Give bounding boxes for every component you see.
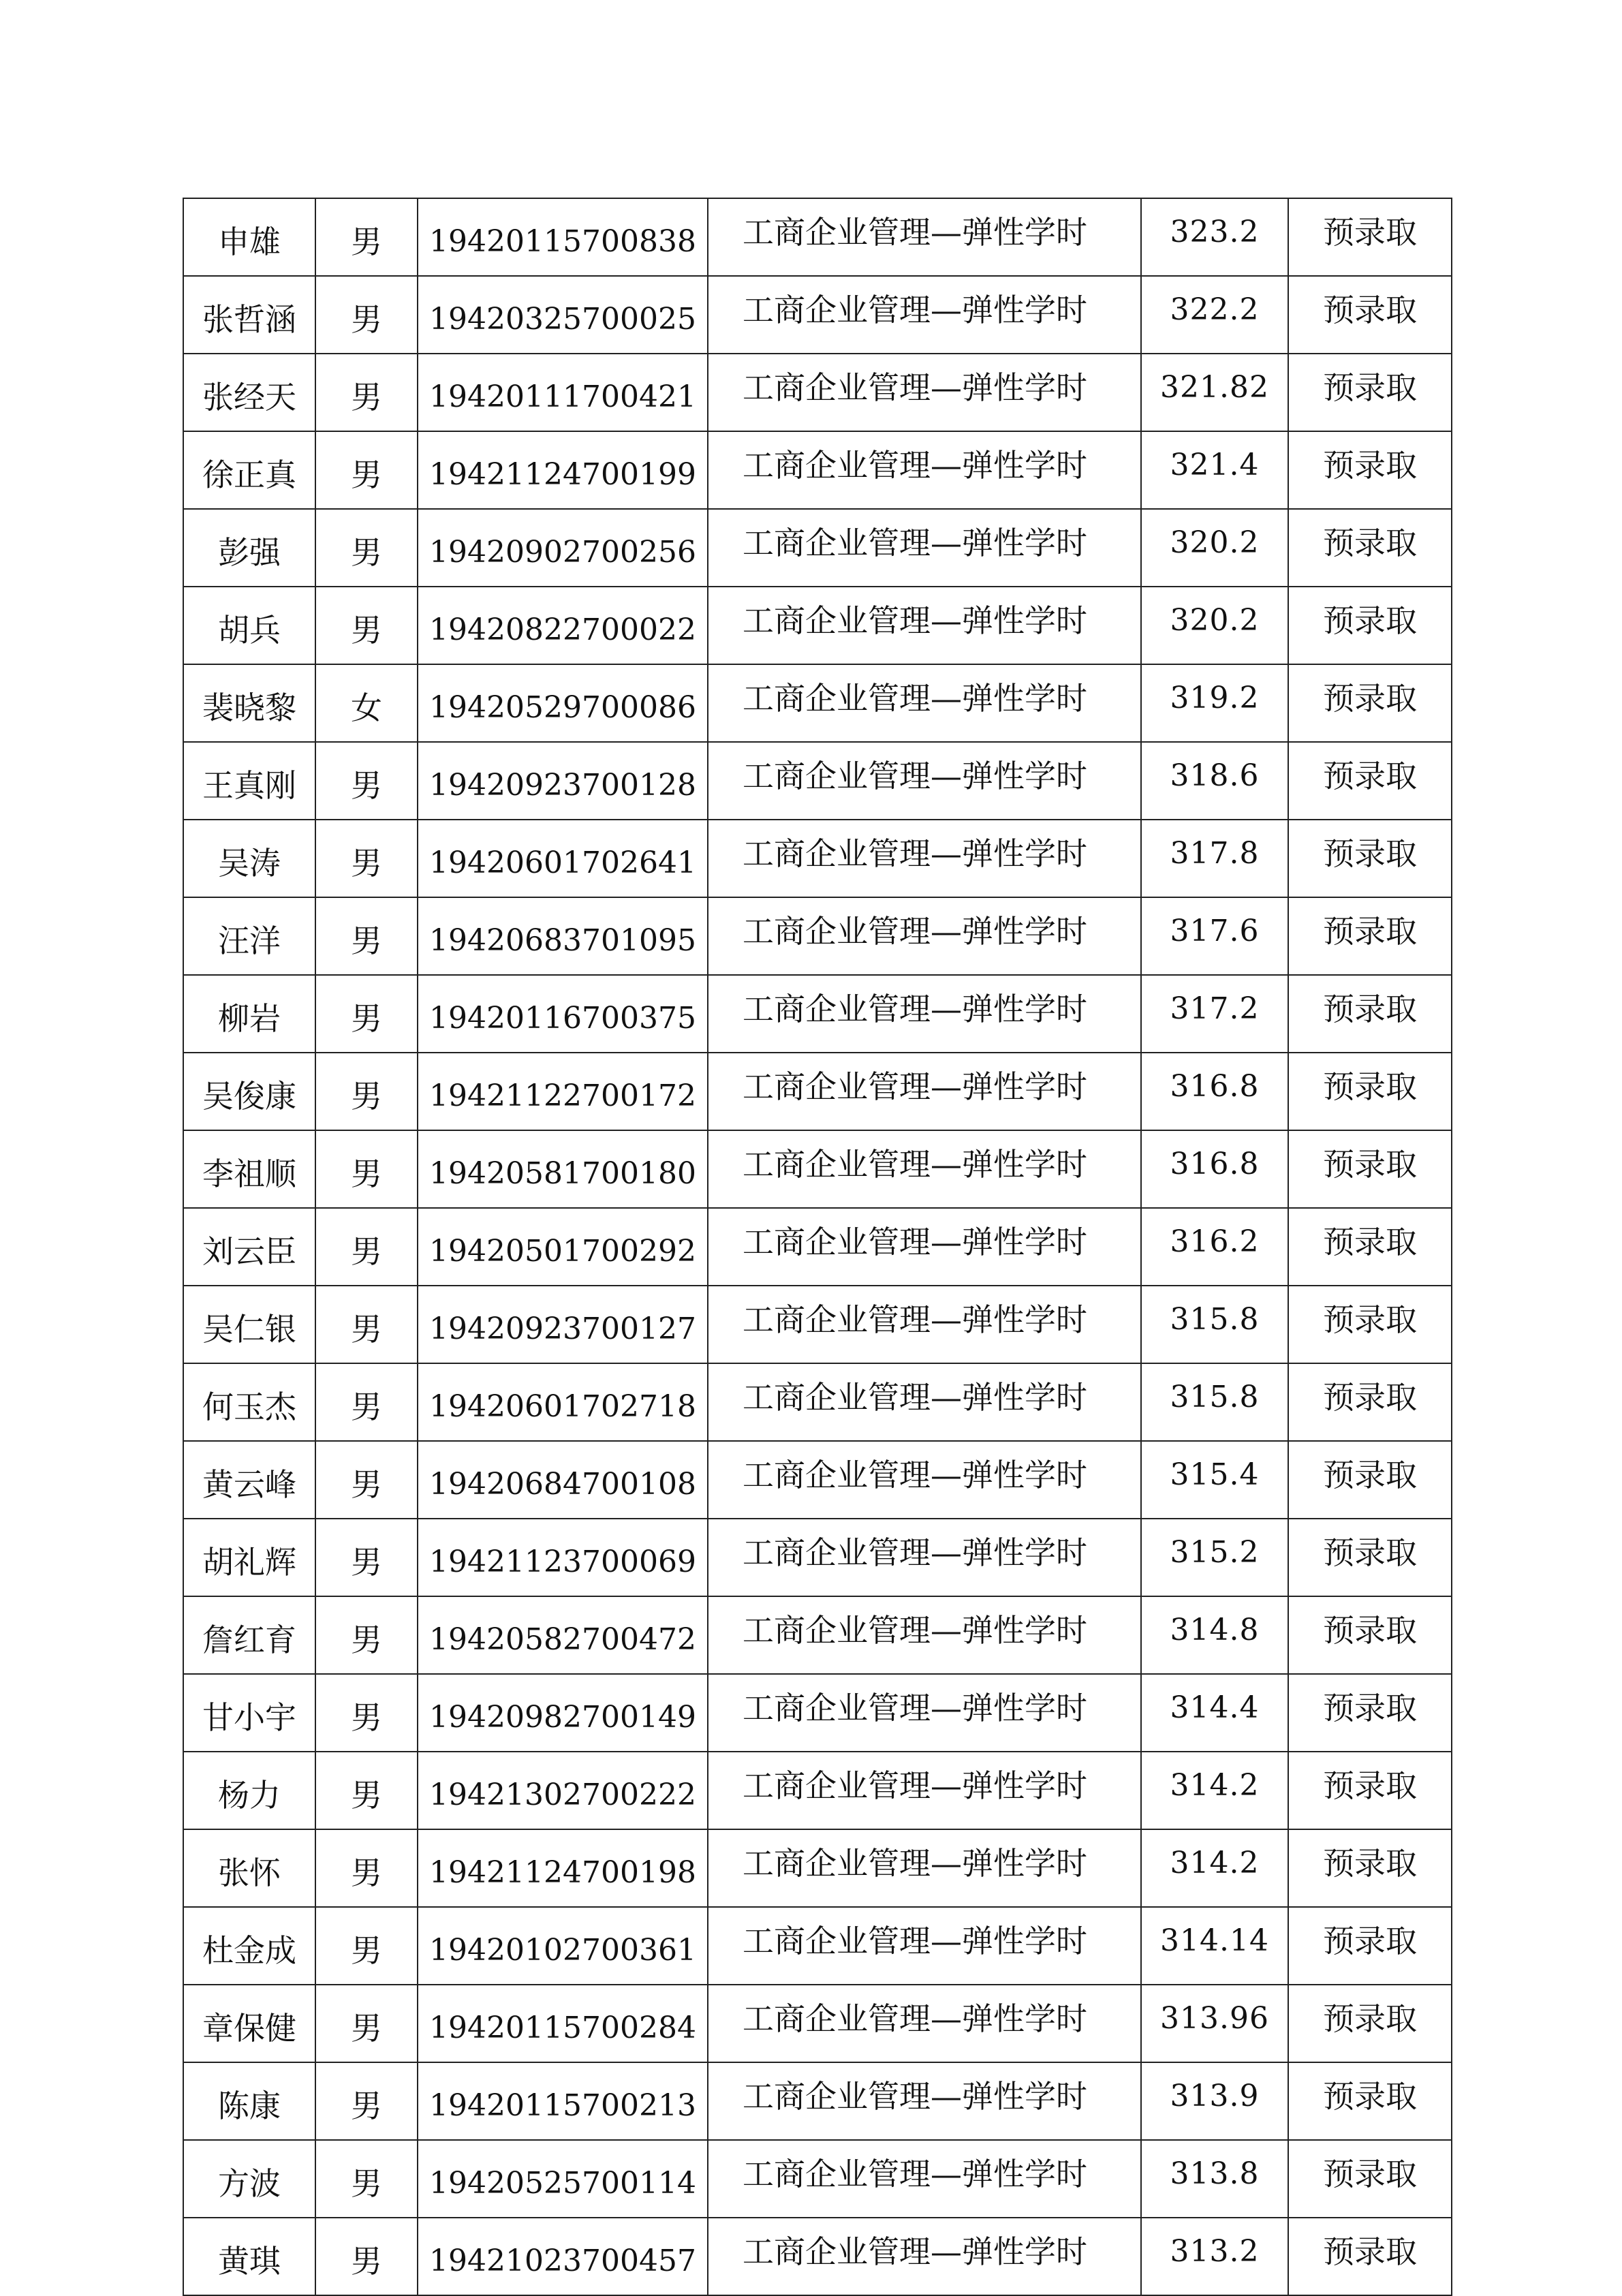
name-cell: 胡礼辉: [183, 1519, 315, 1596]
candidate-id-cell: 19420115700838: [418, 198, 708, 276]
score-cell: 314.8: [1141, 1596, 1288, 1674]
name-cell: 柳岩: [183, 975, 315, 1053]
table-row: [183, 1829, 1452, 1907]
candidate-id-cell: 19420115700213: [418, 2062, 708, 2140]
score-cell: 317.2: [1141, 975, 1288, 1053]
gender-cell: 男: [315, 1053, 418, 1130]
gender-cell: 男: [315, 354, 418, 431]
score-cell: 314.14: [1141, 1907, 1288, 1985]
status-cell: 预录取: [1288, 1907, 1452, 1985]
major-cell: 工商企业管理—弹性学时: [708, 2140, 1141, 2218]
status-cell: 预录取: [1288, 1752, 1452, 1829]
name-cell: 张怀: [183, 1829, 315, 1907]
candidate-id-cell: 19420529700086: [418, 664, 708, 742]
gender-cell: 男: [315, 587, 418, 664]
candidate-id-cell: 19421122700172: [418, 1053, 708, 1130]
status-cell: 预录取: [1288, 1519, 1452, 1596]
gender-cell: 男: [315, 198, 418, 276]
name-cell: 黄云峰: [183, 1441, 315, 1519]
major-cell: 工商企业管理—弹性学时: [708, 587, 1141, 664]
table-row: [183, 1208, 1452, 1286]
gender-cell: 男: [315, 1130, 418, 1208]
gender-cell: 女: [315, 664, 418, 742]
major-cell: 工商企业管理—弹性学时: [708, 354, 1141, 431]
score-cell: 318.6: [1141, 742, 1288, 820]
candidate-id-cell: 19420683701095: [418, 897, 708, 975]
score-cell: 315.2: [1141, 1519, 1288, 1596]
major-cell: 工商企业管理—弹性学时: [708, 1053, 1141, 1130]
score-cell: 321.82: [1141, 354, 1288, 431]
score-cell: 321.4: [1141, 431, 1288, 509]
table-row: [183, 509, 1452, 587]
table-row: [183, 431, 1452, 509]
table-row: [183, 1441, 1452, 1519]
gender-cell: 男: [315, 1208, 418, 1286]
score-cell: 322.2: [1141, 276, 1288, 354]
score-cell: 313.96: [1141, 1985, 1288, 2062]
major-cell: 工商企业管理—弹性学时: [708, 276, 1141, 354]
candidate-id-cell: 19420923700128: [418, 742, 708, 820]
name-cell: 王真刚: [183, 742, 315, 820]
table-row: [183, 1985, 1452, 2062]
name-cell: 詹红育: [183, 1596, 315, 1674]
major-cell: 工商企业管理—弹性学时: [708, 431, 1141, 509]
score-cell: 316.2: [1141, 1208, 1288, 1286]
score-cell: 315.4: [1141, 1441, 1288, 1519]
major-cell: 工商企业管理—弹性学时: [708, 820, 1141, 897]
status-cell: 预录取: [1288, 664, 1452, 742]
candidate-id-cell: 19420601702641: [418, 820, 708, 897]
candidate-id-cell: 19420923700127: [418, 1286, 708, 1363]
gender-cell: 男: [315, 1985, 418, 2062]
major-cell: 工商企业管理—弹性学时: [708, 1985, 1141, 2062]
name-cell: 黄琪: [183, 2218, 315, 2295]
table-row: [183, 2218, 1452, 2295]
gender-cell: 男: [315, 1286, 418, 1363]
table-row: [183, 742, 1452, 820]
major-cell: 工商企业管理—弹性学时: [708, 1363, 1141, 1441]
major-cell: 工商企业管理—弹性学时: [708, 1441, 1141, 1519]
major-cell: 工商企业管理—弹性学时: [708, 1208, 1141, 1286]
score-cell: 320.2: [1141, 587, 1288, 664]
candidate-id-cell: 19420115700284: [418, 1985, 708, 2062]
status-cell: 预录取: [1288, 975, 1452, 1053]
name-cell: 裴晓黎: [183, 664, 315, 742]
status-cell: 预录取: [1288, 820, 1452, 897]
name-cell: 胡兵: [183, 587, 315, 664]
candidate-id-cell: 19420684700108: [418, 1441, 708, 1519]
candidate-id-cell: 19420581700180: [418, 1130, 708, 1208]
admission-table: [183, 198, 1452, 2296]
candidate-id-cell: 19420325700025: [418, 276, 708, 354]
name-cell: 汪洋: [183, 897, 315, 975]
score-cell: 315.8: [1141, 1286, 1288, 1363]
table-row: [183, 1752, 1452, 1829]
name-cell: 彭强: [183, 509, 315, 587]
gender-cell: 男: [315, 2062, 418, 2140]
gender-cell: 男: [315, 1441, 418, 1519]
gender-cell: 男: [315, 1907, 418, 1985]
table-row: [183, 975, 1452, 1053]
score-cell: 316.8: [1141, 1130, 1288, 1208]
status-cell: 预录取: [1288, 431, 1452, 509]
status-cell: 预录取: [1288, 354, 1452, 431]
major-cell: 工商企业管理—弹性学时: [708, 1907, 1141, 1985]
score-cell: 320.2: [1141, 509, 1288, 587]
gender-cell: 男: [315, 431, 418, 509]
gender-cell: 男: [315, 276, 418, 354]
candidate-id-cell: 19420116700375: [418, 975, 708, 1053]
score-cell: 313.9: [1141, 2062, 1288, 2140]
status-cell: 预录取: [1288, 1596, 1452, 1674]
name-cell: 徐正真: [183, 431, 315, 509]
table-row: [183, 1363, 1452, 1441]
table-row: [183, 1519, 1452, 1596]
candidate-id-cell: 19421124700198: [418, 1829, 708, 1907]
major-cell: 工商企业管理—弹性学时: [708, 1130, 1141, 1208]
table-row: [183, 1286, 1452, 1363]
table-row: [183, 587, 1452, 664]
name-cell: 杨力: [183, 1752, 315, 1829]
status-cell: 预录取: [1288, 2140, 1452, 2218]
major-cell: 工商企业管理—弹性学时: [708, 1519, 1141, 1596]
name-cell: 杜金成: [183, 1907, 315, 1985]
table-row: [183, 664, 1452, 742]
score-cell: 317.8: [1141, 820, 1288, 897]
table-body: [183, 198, 1452, 2295]
status-cell: 预录取: [1288, 742, 1452, 820]
major-cell: 工商企业管理—弹性学时: [708, 1596, 1141, 1674]
table-row: [183, 2140, 1452, 2218]
score-cell: 314.4: [1141, 1674, 1288, 1752]
name-cell: 甘小宇: [183, 1674, 315, 1752]
table-row: [183, 1053, 1452, 1130]
status-cell: 预录取: [1288, 1208, 1452, 1286]
candidate-id-cell: 19421124700199: [418, 431, 708, 509]
candidate-id-cell: 19420501700292: [418, 1208, 708, 1286]
candidate-id-cell: 19420102700361: [418, 1907, 708, 1985]
score-cell: 319.2: [1141, 664, 1288, 742]
candidate-id-cell: 19420822700022: [418, 587, 708, 664]
candidate-id-cell: 19421302700222: [418, 1752, 708, 1829]
status-cell: 预录取: [1288, 2218, 1452, 2295]
name-cell: 张哲涵: [183, 276, 315, 354]
status-cell: 预录取: [1288, 509, 1452, 587]
table-row: [183, 897, 1452, 975]
candidate-id-cell: 19420902700256: [418, 509, 708, 587]
name-cell: 吴涛: [183, 820, 315, 897]
status-cell: 预录取: [1288, 1286, 1452, 1363]
name-cell: 吴俊康: [183, 1053, 315, 1130]
name-cell: 何玉杰: [183, 1363, 315, 1441]
status-cell: 预录取: [1288, 1985, 1452, 2062]
gender-cell: 男: [315, 897, 418, 975]
candidate-id-cell: 19420601702718: [418, 1363, 708, 1441]
major-cell: 工商企业管理—弹性学时: [708, 664, 1141, 742]
name-cell: 方波: [183, 2140, 315, 2218]
score-cell: 314.2: [1141, 1752, 1288, 1829]
table-row: [183, 1674, 1452, 1752]
score-cell: 315.8: [1141, 1363, 1288, 1441]
score-cell: 314.2: [1141, 1829, 1288, 1907]
major-cell: 工商企业管理—弹性学时: [708, 509, 1141, 587]
gender-cell: 男: [315, 509, 418, 587]
gender-cell: 男: [315, 1363, 418, 1441]
candidate-id-cell: 19420582700472: [418, 1596, 708, 1674]
name-cell: 张经天: [183, 354, 315, 431]
name-cell: 陈康: [183, 2062, 315, 2140]
status-cell: 预录取: [1288, 1829, 1452, 1907]
status-cell: 预录取: [1288, 1441, 1452, 1519]
gender-cell: 男: [315, 1596, 418, 1674]
status-cell: 预录取: [1288, 897, 1452, 975]
gender-cell: 男: [315, 820, 418, 897]
candidate-id-cell: 19421123700069: [418, 1519, 708, 1596]
major-cell: 工商企业管理—弹性学时: [708, 1829, 1141, 1907]
gender-cell: 男: [315, 742, 418, 820]
major-cell: 工商企业管理—弹性学时: [708, 2218, 1141, 2295]
status-cell: 预录取: [1288, 1674, 1452, 1752]
score-cell: 313.2: [1141, 2218, 1288, 2295]
score-cell: 313.8: [1141, 2140, 1288, 2218]
status-cell: 预录取: [1288, 1130, 1452, 1208]
major-cell: 工商企业管理—弹性学时: [708, 1286, 1141, 1363]
name-cell: 吴仁银: [183, 1286, 315, 1363]
table-row: [183, 1596, 1452, 1674]
major-cell: 工商企业管理—弹性学时: [708, 1674, 1141, 1752]
status-cell: 预录取: [1288, 1053, 1452, 1130]
major-cell: 工商企业管理—弹性学时: [708, 198, 1141, 276]
gender-cell: 男: [315, 1752, 418, 1829]
table-row: [183, 820, 1452, 897]
candidate-id-cell: 19420111700421: [418, 354, 708, 431]
candidate-id-cell: 19421023700457: [418, 2218, 708, 2295]
score-cell: 323.2: [1141, 198, 1288, 276]
table-row: [183, 1130, 1452, 1208]
status-cell: 预录取: [1288, 587, 1452, 664]
name-cell: 章保健: [183, 1985, 315, 2062]
major-cell: 工商企业管理—弹性学时: [708, 975, 1141, 1053]
status-cell: 预录取: [1288, 1363, 1452, 1441]
major-cell: 工商企业管理—弹性学时: [708, 897, 1141, 975]
score-cell: 316.8: [1141, 1053, 1288, 1130]
candidate-id-cell: 19420982700149: [418, 1674, 708, 1752]
status-cell: 预录取: [1288, 276, 1452, 354]
name-cell: 李祖顺: [183, 1130, 315, 1208]
table-row: [183, 1907, 1452, 1985]
major-cell: 工商企业管理—弹性学时: [708, 742, 1141, 820]
major-cell: 工商企业管理—弹性学时: [708, 2062, 1141, 2140]
table-row: [183, 2062, 1452, 2140]
score-cell: 317.6: [1141, 897, 1288, 975]
candidate-id-cell: 19420525700114: [418, 2140, 708, 2218]
name-cell: 刘云臣: [183, 1208, 315, 1286]
status-cell: 预录取: [1288, 2062, 1452, 2140]
gender-cell: 男: [315, 1674, 418, 1752]
gender-cell: 男: [315, 2218, 418, 2295]
name-cell: 申雄: [183, 198, 315, 276]
table-row: [183, 354, 1452, 431]
status-cell: 预录取: [1288, 198, 1452, 276]
gender-cell: 男: [315, 975, 418, 1053]
major-cell: 工商企业管理—弹性学时: [708, 1752, 1141, 1829]
table-row: [183, 198, 1452, 276]
gender-cell: 男: [315, 1829, 418, 1907]
table-row: [183, 276, 1452, 354]
gender-cell: 男: [315, 1519, 418, 1596]
gender-cell: 男: [315, 2140, 418, 2218]
